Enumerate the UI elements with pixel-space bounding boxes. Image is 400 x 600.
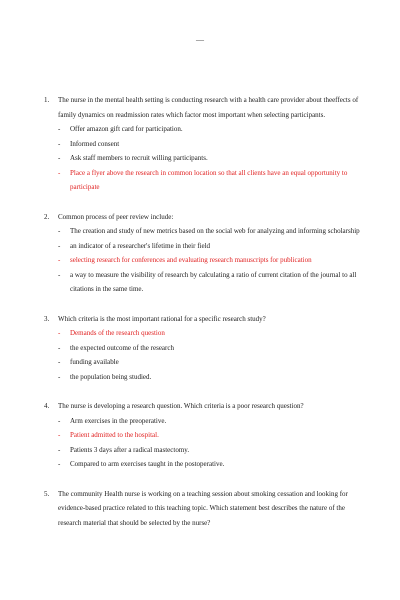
question-number: 3. — [44, 314, 50, 323]
option-text: Patients 3 days after a radical mastectomy. — [70, 445, 190, 454]
option-text: Demands of the research question — [70, 329, 165, 337]
question-number: 4. — [44, 402, 50, 410]
option-text: funding available — [70, 358, 119, 366]
question-5 — [44, 487, 360, 531]
answer-option — [58, 122, 360, 137]
bullet-dash: - — [58, 227, 61, 235]
question-text: The nurse is developing a research question. Which criteria is a poor research question? — [58, 402, 304, 410]
option-list — [58, 224, 360, 297]
bullet-dash: - — [58, 431, 61, 439]
question-text: Common process of peer review include: — [58, 212, 174, 221]
option-text: an indicator of a researcher's lifetime in their field — [70, 241, 211, 250]
bullet-dash: - — [58, 168, 61, 177]
bullet-dash: - — [58, 416, 61, 425]
question-1 — [44, 93, 360, 195]
answer-option — [58, 268, 360, 297]
question-3 — [44, 312, 360, 385]
answer-option — [58, 355, 360, 370]
option-list — [58, 326, 360, 384]
option-text: Offer amazon gift card for participation. — [70, 125, 183, 133]
question-stem — [44, 312, 360, 327]
page-header-mark: — — [196, 35, 204, 44]
bullet-dash: - — [58, 139, 61, 148]
question-number: 1. — [44, 96, 50, 104]
question-stem — [44, 93, 360, 122]
option-text: the expected outcome of the research — [70, 343, 174, 352]
bullet-dash: - — [58, 256, 61, 264]
answer-option — [58, 224, 360, 239]
bullet-dash: - — [58, 154, 61, 162]
answer-option — [58, 341, 360, 356]
question-text: Which criteria is the most important rational for a specific research study? — [58, 314, 266, 323]
bullet-dash: - — [58, 372, 61, 381]
option-text: Ask staff members to recruit willing participants. — [70, 154, 208, 162]
option-text: selecting research for conferences and evaluating research manuscripts for publication — [70, 256, 312, 264]
answer-option — [58, 443, 360, 458]
option-text: Patient admitted to the hospital. — [70, 431, 159, 439]
question-4 — [44, 399, 360, 472]
question-stem — [44, 487, 360, 531]
question-text: The community Health nurse is working on a teaching session about smoking cessation and looking for evidence-based practice related to this teaching topic. Which statement best describes the nature of the research material that should be selected by the nurse? — [58, 489, 348, 527]
answer-option — [58, 457, 360, 472]
bullet-dash: - — [58, 125, 61, 133]
question-list — [44, 93, 360, 545]
answer-option-correct — [58, 428, 360, 443]
question-stem — [44, 210, 360, 225]
bullet-dash: - — [58, 270, 61, 279]
option-text: Compared to arm exercises taught in the postoperative. — [70, 460, 225, 468]
option-list — [58, 122, 360, 195]
option-text: Informed consent — [70, 139, 120, 148]
option-list — [58, 414, 360, 472]
question-number: 2. — [44, 212, 50, 221]
question-2 — [44, 210, 360, 297]
answer-option-correct — [58, 253, 360, 268]
bullet-dash: - — [58, 445, 61, 454]
answer-option — [58, 370, 360, 385]
bullet-dash: - — [58, 241, 61, 250]
option-text: a way to measure the visibility of research by calculating a ratio of current citation of the journal to all citations in the same time. — [70, 270, 357, 293]
answer-option — [58, 151, 360, 166]
question-text: The nurse in the mental health setting is conducting research with a health care provider about theeffects of family dynamics on readmission rates which factor most important when selecting participants. — [58, 96, 359, 119]
answer-option — [58, 239, 360, 254]
bullet-dash: - — [58, 343, 61, 352]
question-number: 5. — [44, 489, 50, 498]
bullet-dash: - — [58, 460, 61, 468]
bullet-dash: - — [58, 358, 61, 366]
answer-option-correct — [58, 166, 360, 195]
answer-option — [58, 137, 360, 152]
answer-option — [58, 414, 360, 429]
option-text: Place a flyer above the research in common location so that all clients have an equal opportunity to participate — [70, 168, 348, 191]
option-text: The creation and study of new metrics based on the social web for analyzing and informing scholarship — [70, 227, 360, 235]
option-text: Arm exercises in the preoperative. — [70, 416, 167, 425]
answer-option-correct — [58, 326, 360, 341]
question-stem — [44, 399, 360, 414]
bullet-dash: - — [58, 329, 61, 337]
option-text: the population being studied. — [70, 372, 152, 381]
